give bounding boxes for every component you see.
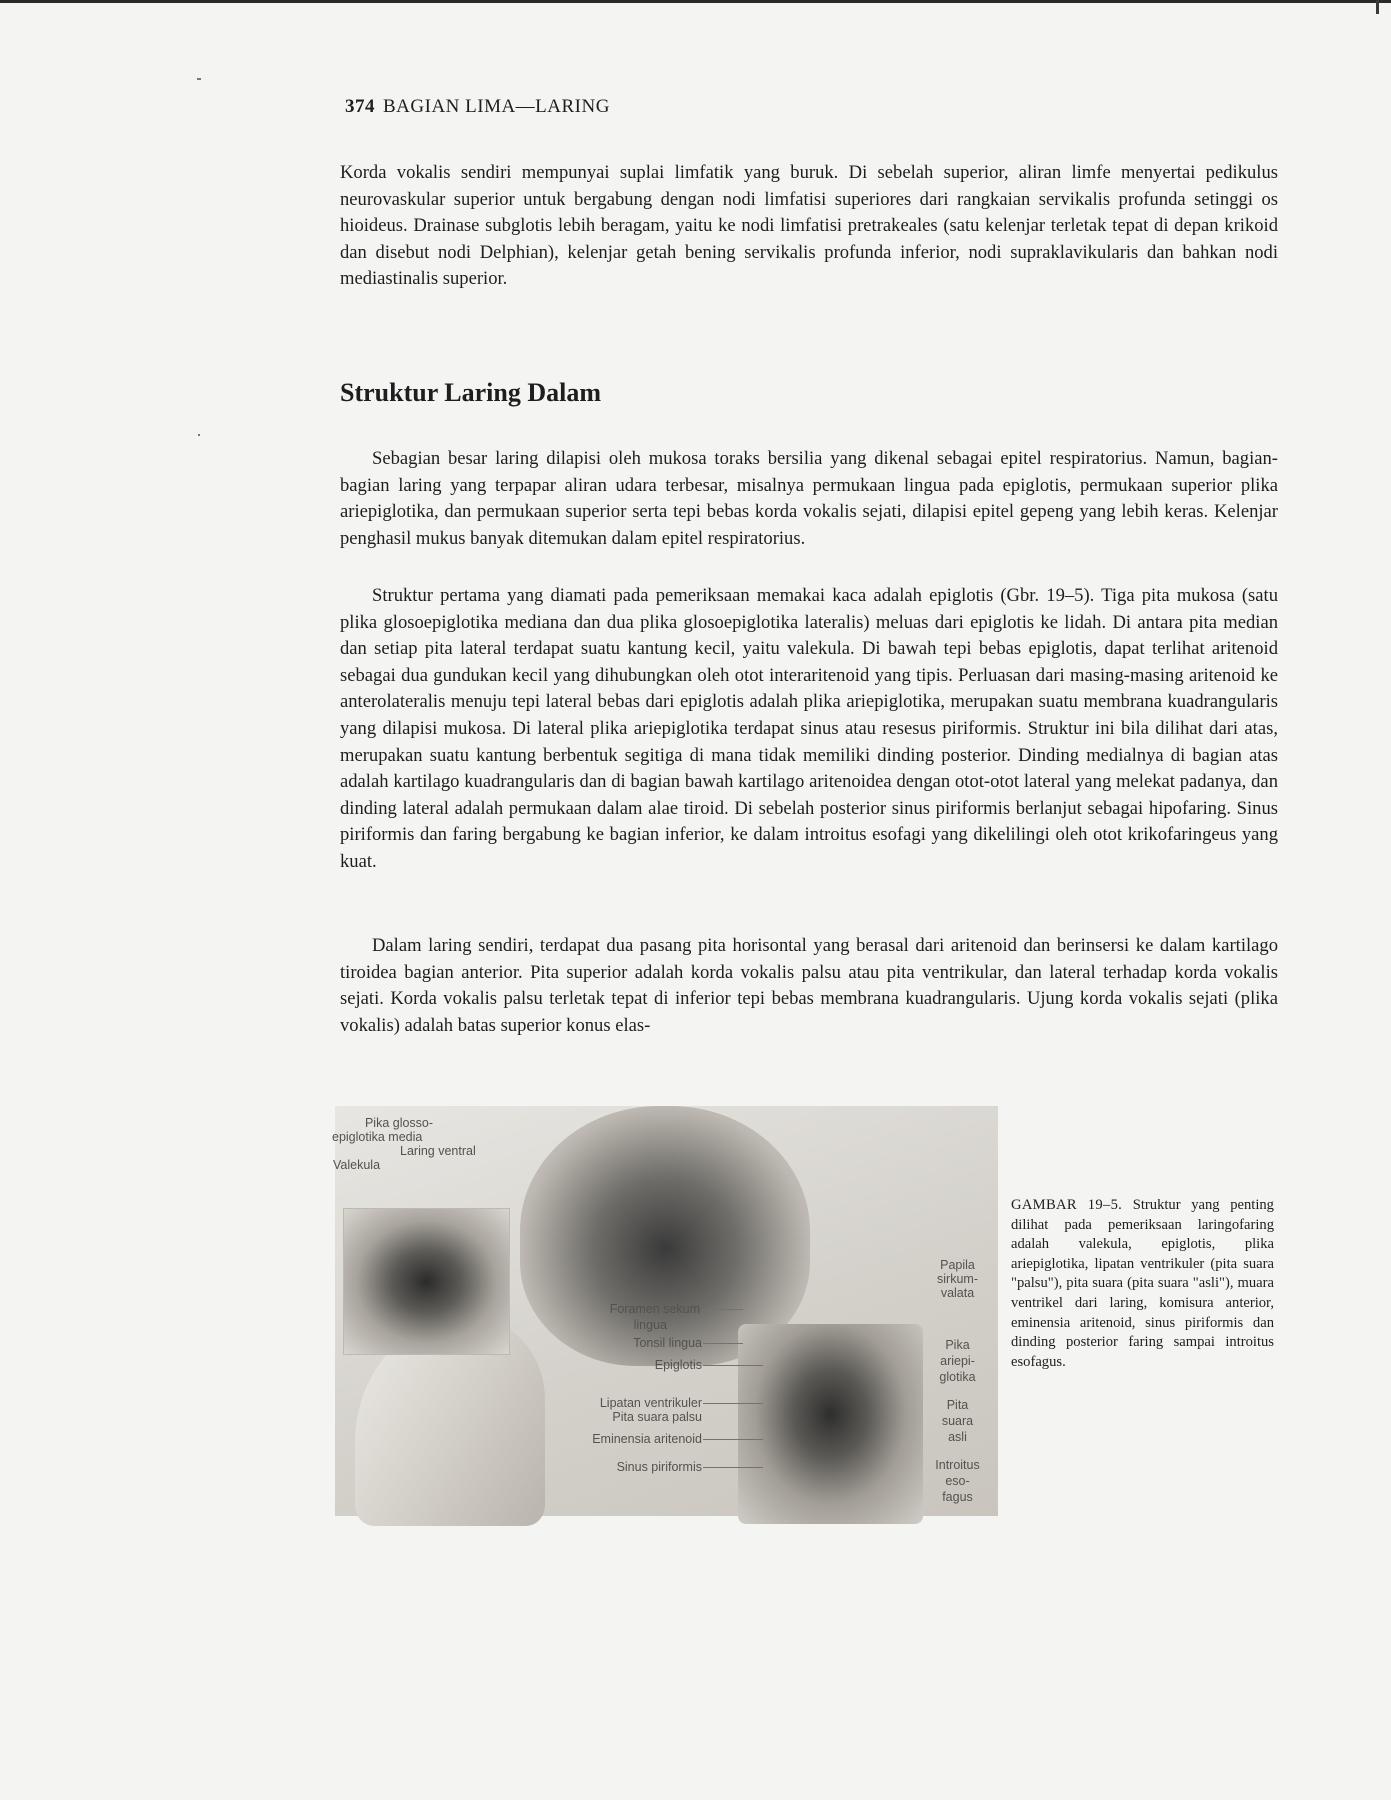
intro-paragraph: Korda vokalis sendiri mempunyai suplai limfatik yang buruk. Di sebelah superior, aliran limfe menyertai pedikulus neurovaskular superior untuk bergabung dengan nodi limfatisi superiores dari rangkaian servikalis profunda setinggi os hioideus. Drainase subglotis lebih beragam, yaitu ke nodi limfatisi pretrakeales (satu kelenjar terletak tepat di depan krikoid dan disebut nodi Delphian), kelenjar getah bening servikalis profunda inferior, nodi supraklavikularis dan bahkan nodi mediastinalis superior. xyxy=(340,162,1278,290)
label-glotika: glotika xyxy=(939,1370,976,1384)
page-number: 374 xyxy=(345,96,375,117)
label-fagus: fagus xyxy=(942,1490,973,1504)
label-pika-glosso: Pika glosso- xyxy=(364,1116,434,1130)
label-pita: Pita xyxy=(946,1398,969,1412)
label-epiglotika-media: epiglotika media xyxy=(332,1130,423,1144)
figure-caption xyxy=(1011,1196,1274,1372)
label-eso: eso- xyxy=(945,1474,970,1488)
running-title: BAGIAN LIMA—LARING xyxy=(383,96,610,117)
label-valata: valata xyxy=(940,1286,975,1300)
body-paragraph-2: Struktur pertama yang diamati pada pemeriksaan memakai kaca adalah epiglotis (Gbr. 19–5). Tiga pita mukosa (satu plika glosoepiglotika mediana dan dua plika glosoepiglotika lateralis) meluas dari epiglotis ke lidah. Di antara pita median dan setiap pita lateral terdapat suatu kantung kecil, yaitu valekula. Di bawah tepi bebas epiglotis, dapat terlihat aritenoid sebagai dua gundukan kecil yang dihubungkan oleh otot interaritenoid yang tipis. Perluasan dari masing-masing aritenoid ke anterolateralis menuju tepi lateral bebas dari epiglotis adalah plika ariepiglotika, merupakan suatu membrana kuadrangularis yang dilapisi mukosa. Di lateral plika ariepiglotika terdapat sinus atau resesus piriformis. Struktur ini bila dilihat dari atas, merupakan suatu kantung berbentuk segitiga di mana tidak memiliki dinding posterior. Dinding medialnya di bagian atas adalah kartilago kuadrangularis dan di bagian bawah kartilago aritenoidea dengan otot-otot lateral yang melekat padanya, dan dinding lateral adalah permukaan dalam alae tiroid. Di sebelah posterior sinus piriformis berlanjut sebagai hipofaring. Sinus piriformis dan faring bergabung ke bagian inferior, ke dalam introitus esofagi yang dikelilingi oleh otot krikofaringeus yang kuat. xyxy=(340,585,1278,872)
label-pika: Pika xyxy=(945,1338,970,1352)
leader-line xyxy=(703,1439,763,1440)
label-introitus: Introitus xyxy=(935,1458,980,1472)
label-tonsil-lingua: Tonsil lingua xyxy=(633,1336,702,1350)
scan-top-edge xyxy=(0,0,1391,3)
label-lipatan-ventrikuler: Lipatan ventrikuler xyxy=(599,1396,702,1410)
figure-laryngopharynx xyxy=(332,1096,998,1516)
label-sinus-piriformis: Sinus piriformis xyxy=(616,1460,702,1474)
inset-larynx-image xyxy=(343,1208,510,1355)
scan-speck xyxy=(197,78,201,80)
running-header xyxy=(345,96,610,118)
label-lingua: lingua xyxy=(633,1318,667,1332)
caption-text: Struktur yang penting dilihat pada pemeriksaan laringofaring adalah valekula, epiglotis, plika ariepiglotika, lipatan ventrikuler (pita suara "palsu"), pita suara (pita suara "asli"), muara ventrikel dari laring, komisura anterior, eminensia aritenoid, sinus piriformis dan dinding posterior faring sampai introitus esofagus. xyxy=(1011,1197,1274,1370)
label-foramen-sekum: Foramen sekum xyxy=(609,1302,700,1316)
label-sirkum: sirkum- xyxy=(937,1272,978,1286)
label-epiglotis: Epiglotis xyxy=(654,1358,702,1372)
leader-line xyxy=(703,1365,763,1366)
body-paragraph-1: Sebagian besar laring dilapisi oleh mukosa toraks bersilia yang dikenal sebagai epitel respiratorius. Namun, bagian-bagian laring yang terpapar aliran udara terbesar, misalnya permukaan lingua pada epiglotis, permukaan superior plika ariepiglotika, dan permukaan superior serta tepi bebas korda vokalis sejati, dilapisi epitel gepeng yang lebih keras. Kelenjar penghasil mukus banyak ditemukan dalam epitel respiratorius. xyxy=(340,448,1278,549)
section-title: Struktur Laring Dalam xyxy=(340,378,601,407)
label-valekula: Valekula xyxy=(333,1158,381,1172)
label-asli: asli xyxy=(948,1430,967,1444)
leader-line xyxy=(703,1403,763,1404)
label-laring-ventral: Laring ventral xyxy=(400,1144,476,1158)
leader-line xyxy=(703,1467,763,1468)
label-eminensia-aritenoid: Eminensia aritenoid xyxy=(592,1432,702,1446)
leader-line xyxy=(703,1343,743,1344)
scan-speck xyxy=(198,434,200,436)
scan-corner-mark xyxy=(1376,0,1379,14)
label-pita-suara-palsu: Pita suara palsu xyxy=(612,1410,702,1424)
caption-title: GAMBAR 19–5. xyxy=(1011,1197,1123,1213)
label-ariepi: ariepi- xyxy=(940,1354,975,1368)
label-suara: suara xyxy=(941,1414,974,1428)
body-paragraph-3: Dalam laring sendiri, terdapat dua pasang pita horisontal yang berasal dari aritenoid dan berinsersi ke dalam kartilago tiroidea bagian anterior. Pita superior adalah korda vokalis palsu atau pita ventrikular, dan lateral terhadap korda vokalis sejati. Korda vokalis palsu terletak tepat di inferior tepi bebas membrana kuadrangularis. Ujung korda vokalis sejati (plika vokalis) adalah batas superior konus elas- xyxy=(340,935,1278,1036)
label-papila: Papila xyxy=(940,1258,975,1272)
leader-line xyxy=(703,1309,743,1310)
laryngoscopic-view-image xyxy=(738,1324,923,1524)
